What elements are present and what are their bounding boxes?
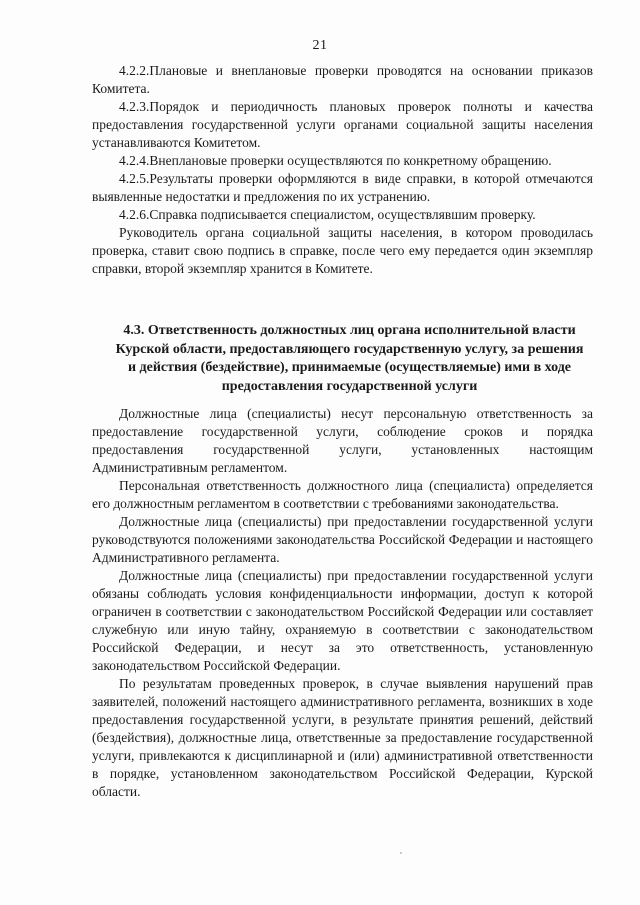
scan-speck xyxy=(400,852,402,854)
paragraph-confidentiality: Должностные лица (специалисты) при предоставлении государственной услуги обязаны соблюдать условия конфиденциальности информации, доступ к которой ограничен в соответствии с законодательством Российской Федерации или составляет служебную или иную тайну, охраняемую в соответствии с законодательством Российской Федерации, и несут за это ответственность, установленную законодательством Российской Федерации. xyxy=(92,568,593,673)
paragraph-4-2-4: 4.2.4.Внеплановые проверки осуществляются по конкретному обращению. xyxy=(119,153,552,168)
paragraph-job-regulation: Персональная ответственность должностного лица (специалиста) определяется его должностным регламентом в соответствии с требованиями законодательства. xyxy=(92,478,593,511)
page-number: 21 xyxy=(312,38,328,53)
paragraph-4-2-3: 4.2.3.Порядок и периодичность плановых проверок полноты и качества предоставления государственной услуги органами социальной защиты населения устанавливаются Комитетом. xyxy=(92,99,593,150)
paragraph-personal-responsibility: Должностные лица (специалисты) несут персональную ответственность за предоставление государственной услуги, соблюдение сроков и порядка предоставления государственной услуги, установленных настоящим Административным регламентом. xyxy=(92,406,593,475)
paragraph-head-signature: Руководитель органа социальной защиты населения, в котором проводилась проверка, ставит свою подпись в справке, после чего ему передается один экземпляр справки, второй экземпляр хранится в Комитете. xyxy=(92,225,593,276)
paragraph-4-2-5: 4.2.5.Результаты проверки оформляются в виде справки, в которой отмечаются выявленные недостатки и предложения по их устранению. xyxy=(92,171,593,204)
paragraph-4-2-6: 4.2.6.Справка подписывается специалистом, осуществлявшим проверку. xyxy=(119,207,536,222)
bottom-paragraphs xyxy=(92,405,593,801)
section-heading-4-3: 4.3. Ответственность должностных лиц органа исполнительной власти Курской области, предоставляющего государственную услугу, за решения и действия (бездействие), принимаемые (осуществляемые) ими в ходе предоставления государственной услуги xyxy=(115,323,584,394)
paragraph-4-2-2: 4.2.2.Плановые и внеплановые проверки проводятся на основании приказов Комитета. xyxy=(92,63,593,96)
paragraph-violations-liability: По результатам проведенных проверок, в случае выявления нарушений прав заявителей, положений настоящего административного регламента, возникших в ходе предоставления государственной услуги, в результате принятия решений, действий (бездействия), должностные лица, ответственные за предоставление государственной услуги, привлекаются к дисциплинарной и (или) административной ответственности в порядке, установленном законодательством Российской Федерации, Курской области. xyxy=(92,676,593,799)
top-paragraphs xyxy=(92,62,593,278)
paragraph-legislation-guidance: Должностные лица (специалисты) при предоставлении государственной услуги руководствуются положениями законодательства Российской Федерации и настоящего Административного регламента. xyxy=(92,514,593,565)
